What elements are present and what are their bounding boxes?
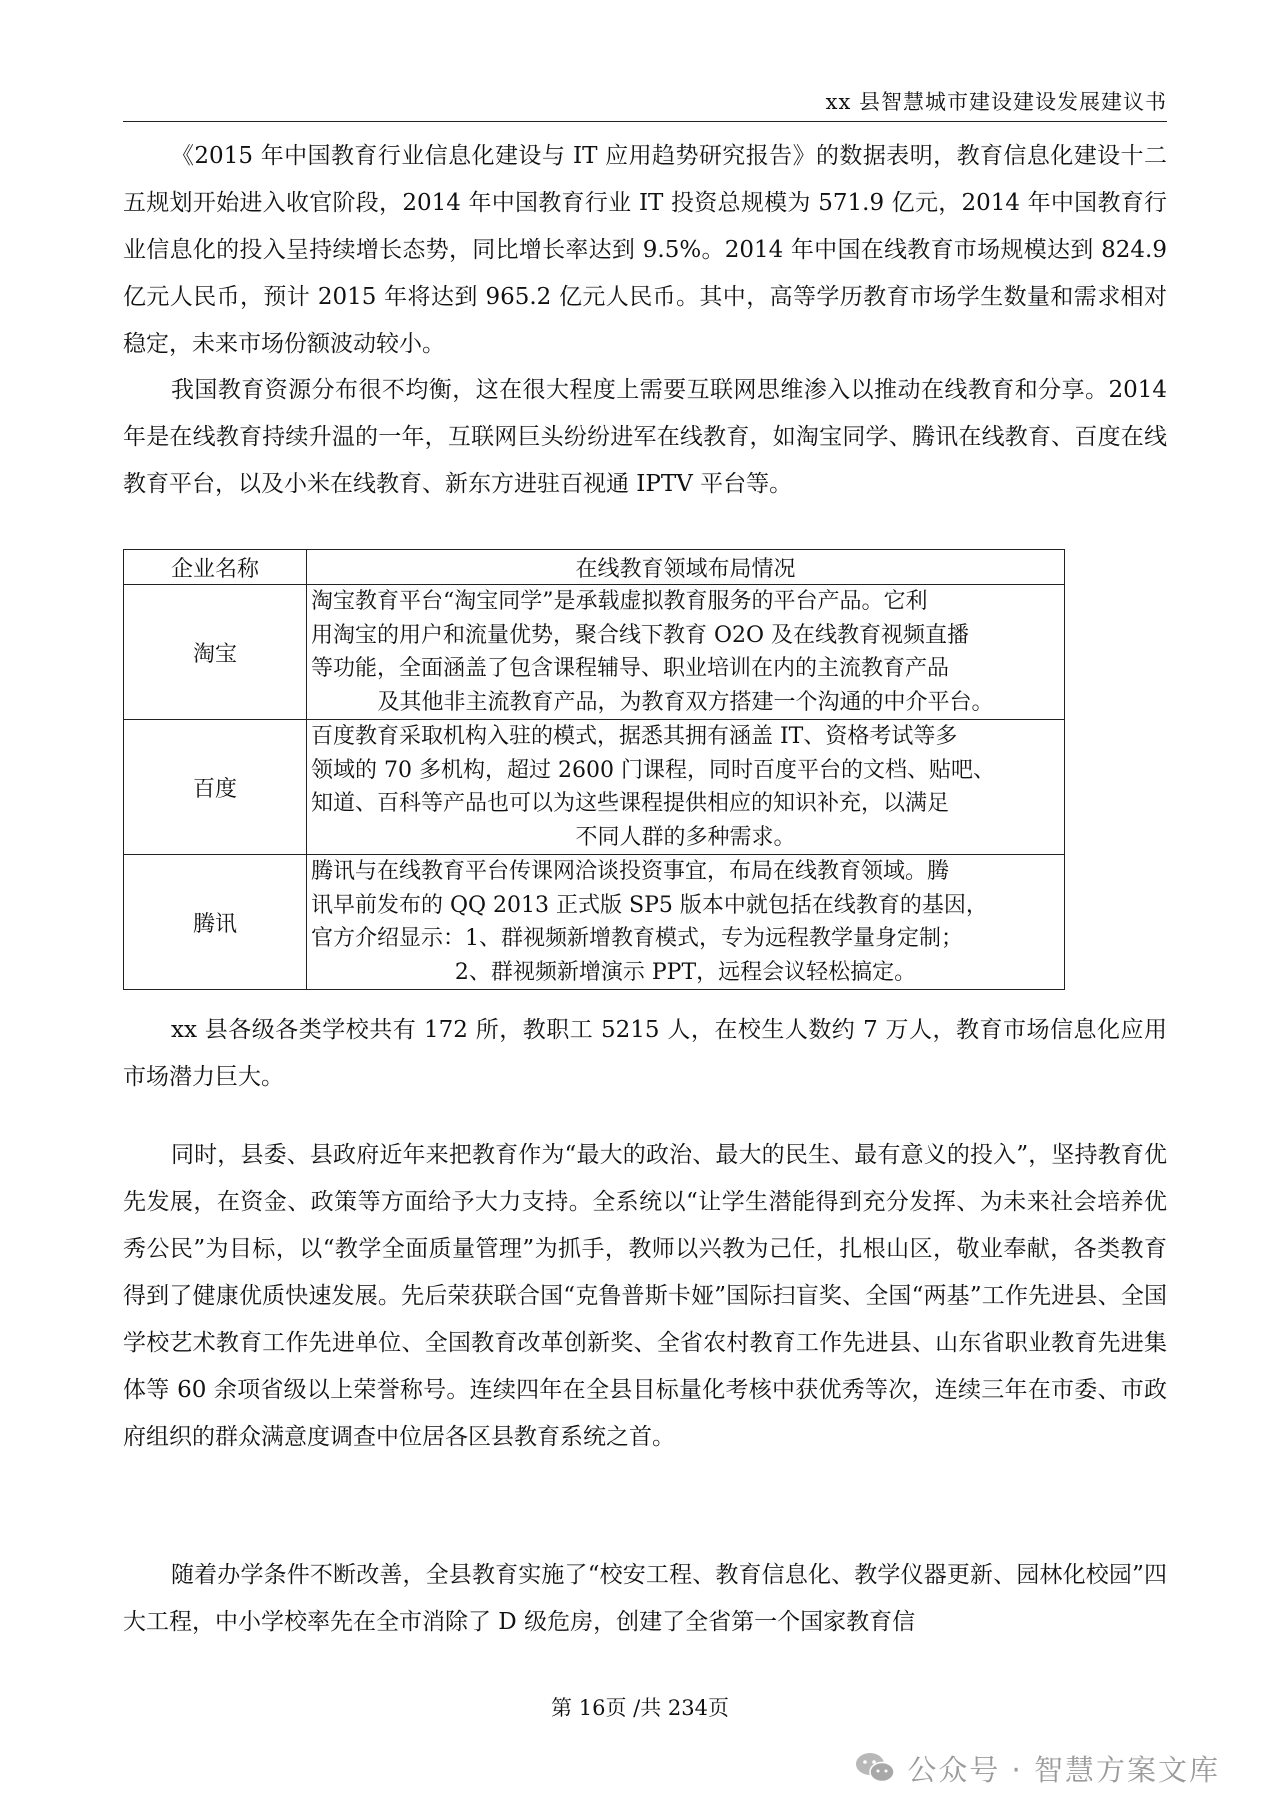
wechat-icon: [855, 1751, 895, 1785]
description-line: 等功能，全面涵盖了包含课程辅导、职业培训在内的主流教育产品: [311, 656, 950, 681]
company-name: 淘宝: [124, 585, 307, 720]
paragraph-3: xx 县各级各类学校共有 172 所，教职工 5215 人，在校生人数约 7 万人，教育市场信息化应用市场潜力巨大。: [123, 1017, 1167, 1090]
header-rule: [123, 121, 1167, 122]
table-row: [124, 585, 1065, 720]
description-line: 知道、百科等产品也可以为这些课程提供相应的知识补充，以满足: [311, 791, 950, 816]
header-company-name: 企业名称: [124, 550, 307, 585]
table-header-row: [124, 550, 1065, 585]
watermark-text: 公众号 · 智慧方案文库: [907, 1752, 1220, 1787]
description-line: 官方介绍显示：1、群视频新增教育模式，专为远程教学量身定制；: [311, 926, 963, 951]
description-line: 用淘宝的用户和流量优势，聚合线下教育 O2O 及在线教育视频直播: [311, 622, 970, 648]
table-row: [124, 720, 1065, 855]
description-line: 及其他非主流教育产品，为教育双方搭建一个沟通的中介平台。: [377, 689, 994, 715]
company-table: [123, 549, 1065, 990]
watermark: [855, 1746, 1220, 1790]
description-line: 百度教育采取机构入驻的模式，据悉其拥有涵盖 IT、资格考试等多: [311, 724, 958, 749]
page-number: 第 16页 /共 234页: [551, 1696, 729, 1720]
company-description: [307, 720, 1065, 855]
description-line: 不同人群的多种需求。: [575, 824, 796, 850]
company-description: [307, 585, 1065, 720]
header-layout: 在线教育领域布局情况: [307, 550, 1065, 585]
company-description: [307, 855, 1065, 990]
company-name: 腾讯: [124, 855, 307, 990]
running-header: xx 县智慧城市建设建设发展建议书: [825, 90, 1167, 114]
description-line: 淘宝教育平台“淘宝同学”是承载虚拟教育服务的平台产品。它利: [311, 589, 928, 614]
paragraph-4: 同时，县委、县政府近年来把教育作为“最大的政治、最大的民生、最有意义的投入”，坚持教育优先发展，在资金、政策等方面给予大力支持。全系统以“让学生潜能得到充分发挥、为未来社会培养优秀公民”为目标，以“教学全面质量管理”为抓手，教师以兴教为己任，扎根山区，敬业奉献，各类教育得到了健康优质快速发展。先后荣获联合国“克鲁普斯卡娅”国际扫盲奖、全国“两基”工作先进县、全国学校艺术教育工作先进单位、全国教育改革创新奖、全省农村教育工作先进县、山东省职业教育先进集体等 60 余项省级以上荣誉称号。连续四年在全县目标量化考核中获优秀等次，连续三年在市委、市政府组织的群众满意度调查中位居各区县教育系统之首。: [123, 1142, 1167, 1450]
paragraph-5: 随着办学条件不断改善，全县教育实施了“校安工程、教育信息化、教学仪器更新、园林化校园”四大工程，中小学校率先在全市消除了 D 级危房，创建了全省第一个国家教育信: [123, 1562, 1167, 1635]
description-line: 腾讯与在线教育平台传课网洽谈投资事宜，布局在线教育领域。腾: [311, 859, 950, 884]
description-line: 领域的 70 多机构，超过 2600 门课程，同时百度平台的文档、贴吧、: [311, 757, 995, 783]
description-line: 讯早前发布的 QQ 2013 正式版 SP5 版本中就包括在线教育的基因，: [311, 892, 988, 918]
paragraph-2: 我国教育资源分布很不均衡，这在很大程度上需要互联网思维渗入以推动在线教育和分享。2014 年是在线教育持续升温的一年，互联网巨头纷纷进军在线教育，如淘宝同学、腾讯在线教育、百度在线教育平台，以及小米在线教育、新东方进驻百视通 IPTV 平台等。: [123, 377, 1167, 497]
table-row: [124, 855, 1065, 990]
paragraph-1: 《2015 年中国教育行业信息化建设与 IT 应用趋势研究报告》的数据表明，教育信息化建设十二五规划开始进入收官阶段，2014 年中国教育行业 IT 投资总规模为 571.9 亿元，2014 年中国教育行业信息化的投入呈持续增长态势，同比增长率达到 9.5%。2014 年中国在线教育市场规模达到 824.9 亿元人民币，预计 2015 年将达到 965.2 亿元人民币。其中，高等学历教育市场学生数量和需求相对稳定，未来市场份额波动较小。: [123, 143, 1168, 357]
company-name: 百度: [124, 720, 307, 855]
description-line: 2、群视频新增演示 PPT，远程会议轻松搞定。: [454, 959, 917, 985]
